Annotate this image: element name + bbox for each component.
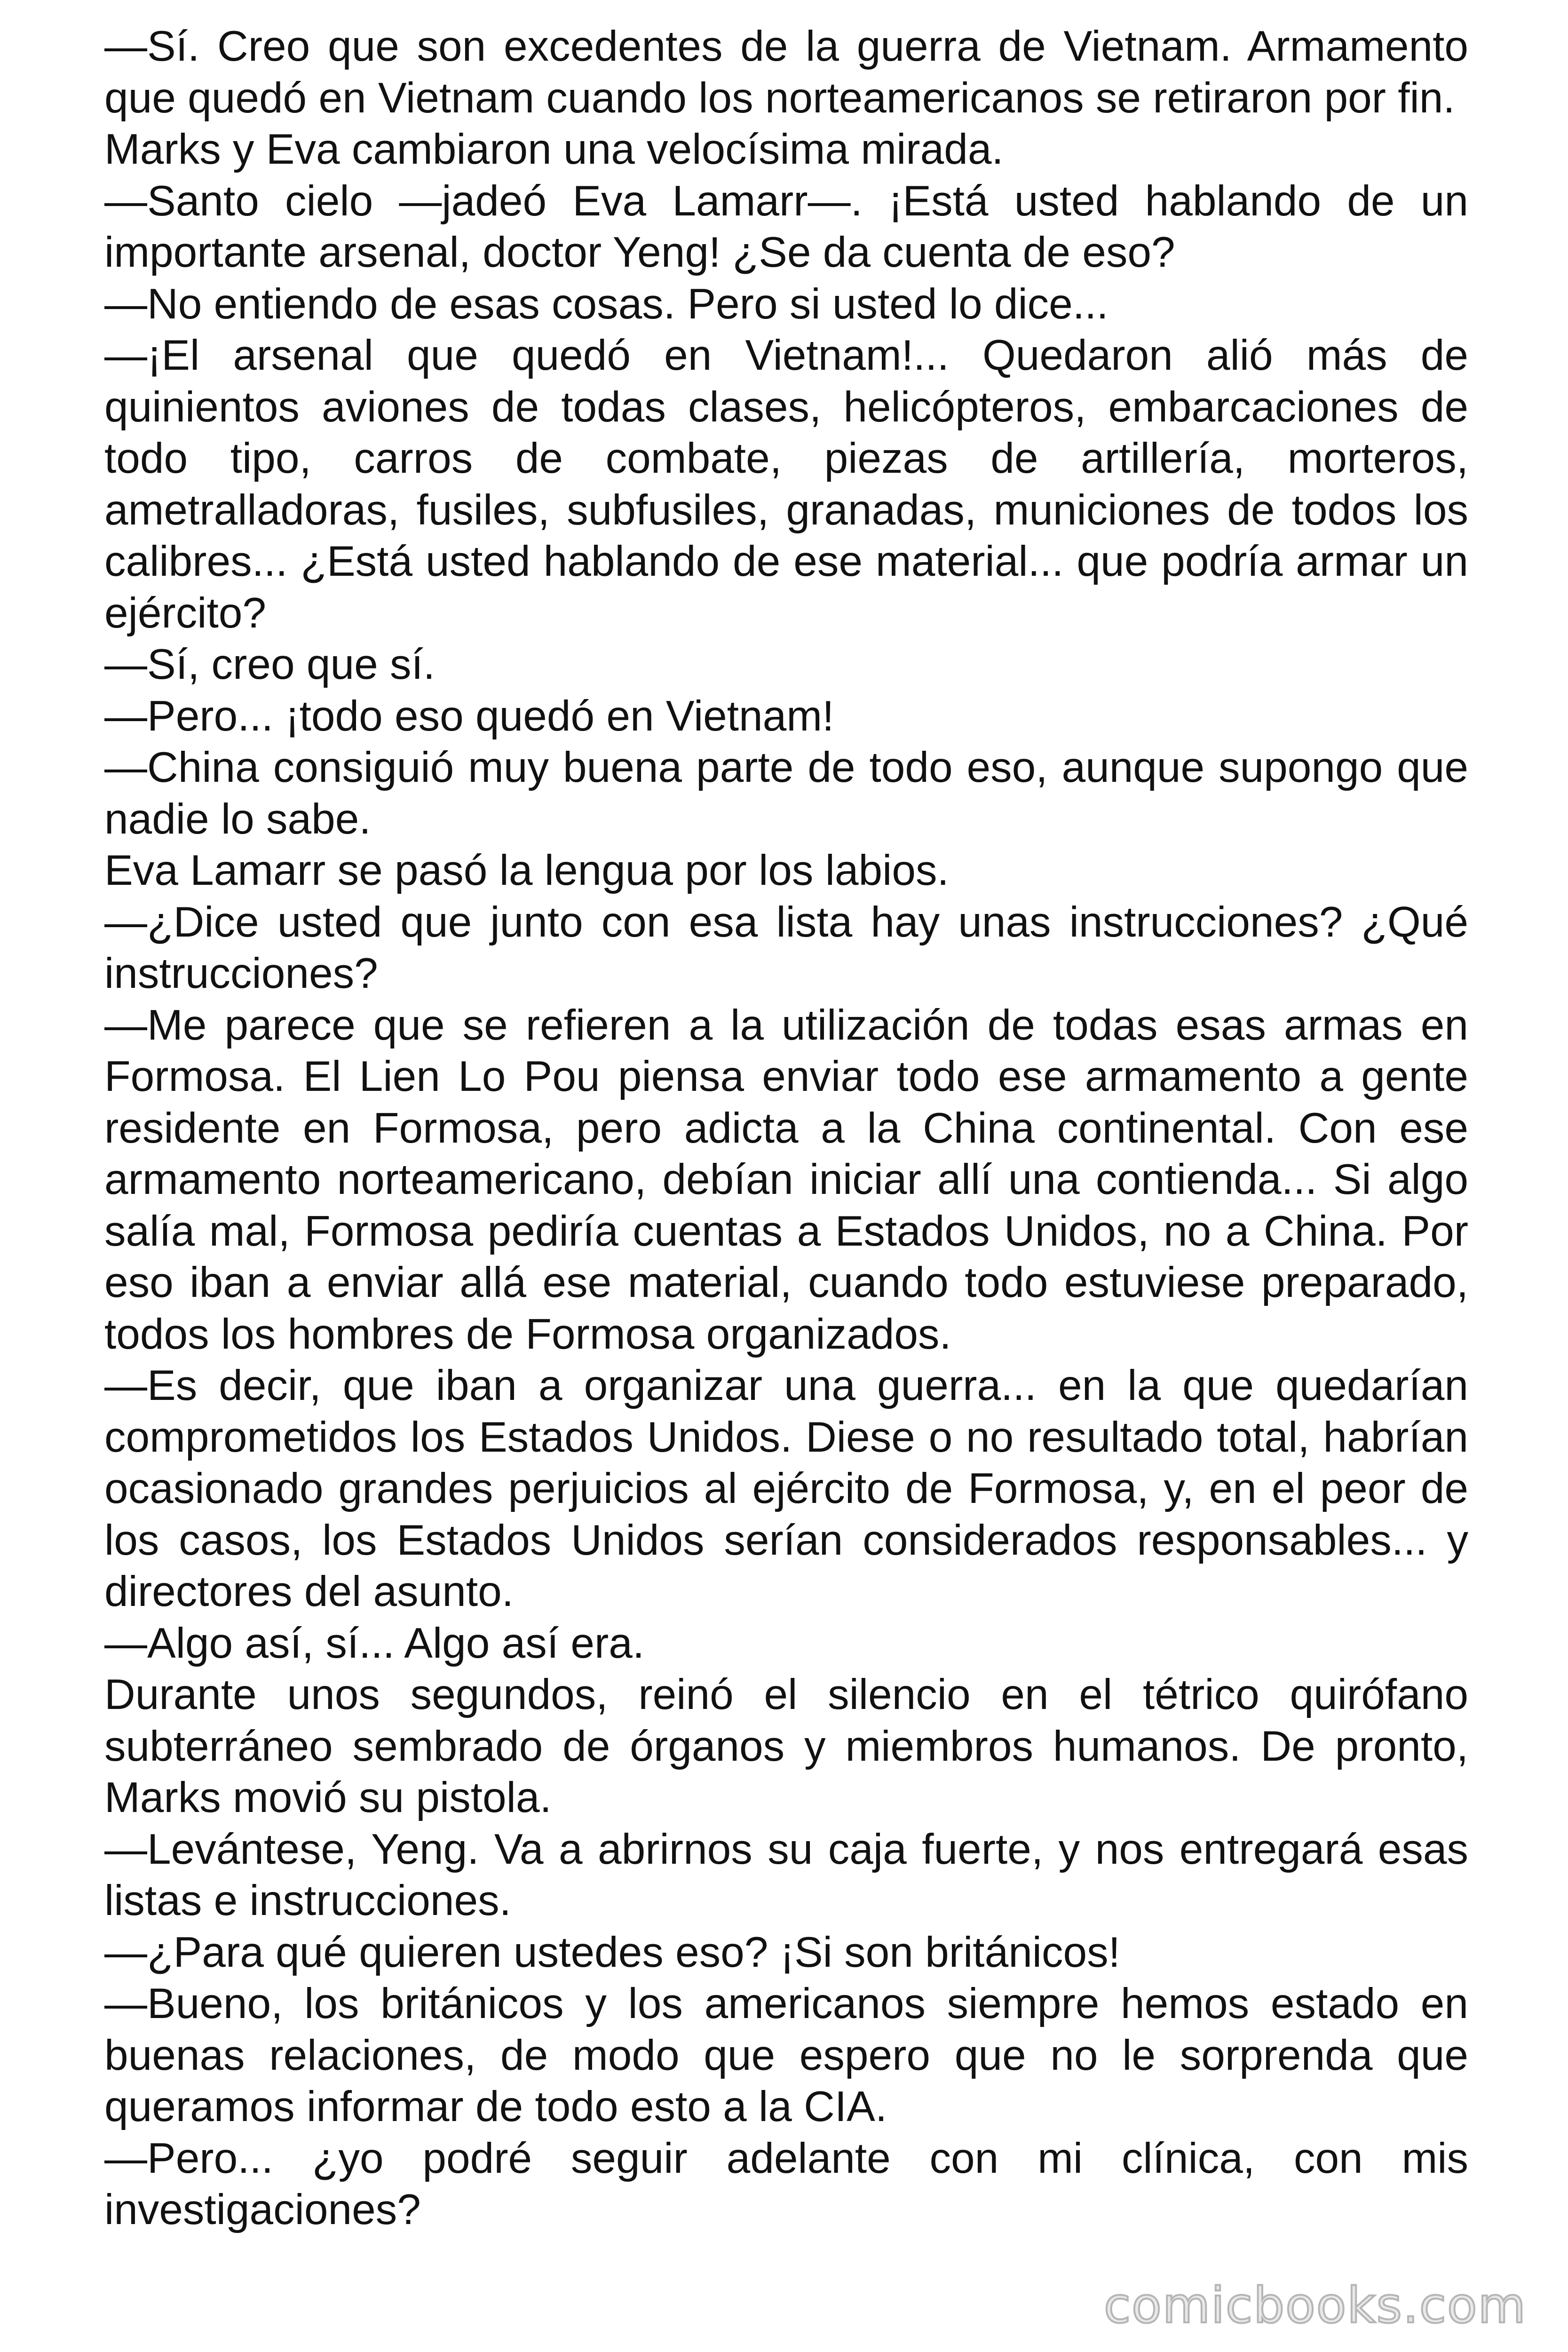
watermark-text: comicbooks.com [1103,2277,1527,2334]
paragraph: —Bueno, los británicos y los americanos siempre hemos estado en buenas relaciones, de modo que espero que no le sorprenda que queramos informar de todo esto a la CIA. [104,1980,1468,2130]
paragraph: —Pero... ¡todo eso quedó en Vietnam! [104,692,834,740]
paragraph: —No entiendo de esas cosas. Pero si usted lo dice... [104,280,1109,328]
paragraph: Marks y Eva cambiaron una velocísima mirada. [104,126,1004,173]
paragraph: —Sí, creo que sí. [104,641,436,688]
document-page [104,21,1468,2236]
paragraph: —¡El arsenal que quedó en Vietnam!... Quedaron alió más de quinientos aviones de todas clases, helicópteros, embarcaciones de todo tipo, carros de combate, piezas de artillería, morteros, ametralladoras, fusiles, subfusiles, granadas, municiones de todos los calibres... ¿Está usted hablando de ese material... que podría armar un ejército? [104,332,1468,637]
paragraph: —Levántese, Yeng. Va a abrirnos su caja fuerte, y nos entregará esas listas e instrucciones. [104,1825,1468,1924]
paragraph: —Es decir, que iban a organizar una guerra... en la que quedarían comprometidos los Estados Unidos. Diese o no resultado total, habrían ocasionado grandes perjuicios al ejército de Formosa, y, en el peor de los casos, los Estados Unidos serían considerados responsables... y directores del asunto. [104,1362,1468,1615]
paragraph: —¿Para qué quieren ustedes eso? ¡Si son británicos! [104,1928,1120,1976]
paragraph: Durante unos segundos, reinó el silencio en el tétrico quirófano subterráneo sembrado de órganos y miembros humanos. De pronto, Marks movió su pistola. [104,1671,1468,1821]
paragraph: —Santo cielo —jadeó Eva Lamarr—. ¡Está usted hablando de un importante arsenal, doctor Yeng! ¿Se da cuenta de eso? [104,177,1468,276]
paragraph: —¿Dice usted que junto con esa lista hay unas instrucciones? ¿Qué instrucciones? [104,898,1468,997]
paragraph: —Me parece que se refieren a la utilización de todas esas armas en Formosa. El Lien Lo Pou piensa enviar todo ese armamento a gente residente en Formosa, pero adicta a la China continental. Con ese armamento norteamericano, debían iniciar allí una contienda... Si algo salía mal, Formosa pediría cuentas a Estados Unidos, no a China. Por eso iban a enviar allá ese material, cuando todo estuviese preparado, todos los hombres de Formosa organizados. [104,1001,1468,1358]
paragraph: —Pero... ¿yo podré seguir adelante con mi clínica, con mis investigaciones? [104,2134,1468,2233]
paragraph: —Sí. Creo que son excedentes de la guerra de Vietnam. Armamento que quedó en Vietnam cuando los norteamericanos se retiraron por fin. [104,23,1468,122]
paragraph: —China consiguió muy buena parte de todo eso, aunque supongo que nadie lo sabe. [104,744,1468,843]
paragraph: —Algo así, sí... Algo así era. [104,1619,645,1667]
paragraph: Eva Lamarr se pasó la lengua por los labios. [104,847,949,894]
